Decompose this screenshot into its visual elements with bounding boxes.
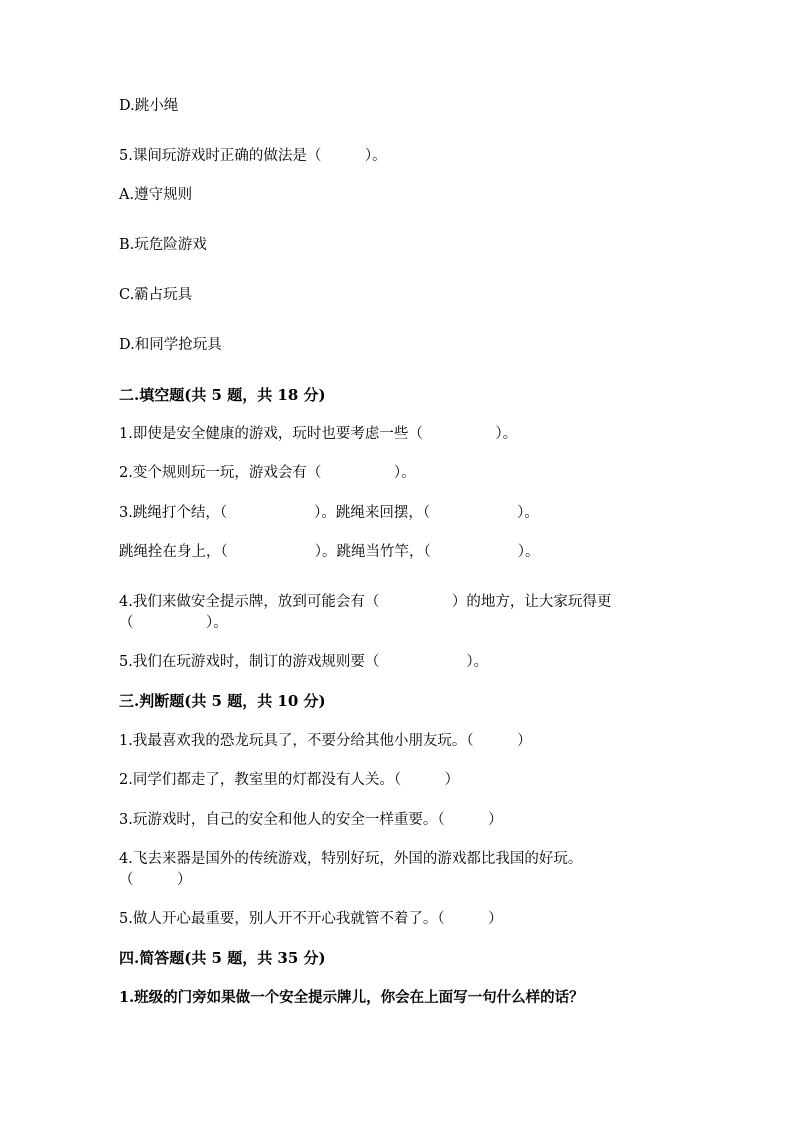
judge-question-2: 2.同学们都走了，教室里的灯都没有人关。（ ） (119, 772, 460, 788)
judge-question-5: 5.做人开心最重要，别人开不开心我就管不着了。（ ） (119, 911, 503, 927)
judge-question-4b: （ ） (119, 872, 192, 888)
judge-question-3: 3.玩游戏时，自己的安全和他人的安全一样重要。（ ） (119, 812, 503, 828)
q5-option-a: A.遵守规则 (119, 187, 193, 203)
fill-question-3b: 跳绳拴在身上，（ ）。跳绳当竹竿，（ ）。 (119, 544, 540, 560)
fill-question-1: 1.即使是安全健康的游戏，玩时也要考虑一些（ ）。 (119, 426, 518, 442)
judge-question-4a: 4.飞去来器是国外的传统游戏，特别好玩，外国的游戏都比我国的好玩。 (119, 851, 583, 867)
fill-question-3a: 3.跳绳打个结，（ ）。跳绳来回摆，（ ）。 (119, 505, 539, 521)
q4-option-d: D.跳小绳 (119, 98, 179, 114)
q5-option-d: D.和同学抢玩具 (119, 337, 222, 353)
section4-title: 四.简答题(共 5 题，共 35 分) (119, 949, 326, 967)
judge-question-1: 1.我最喜欢我的恐龙玩具了，不要分给其他小朋友玩。（ ） (119, 733, 532, 749)
fill-question-4a: 4.我们来做安全提示牌，放到可能会有（ ）的地方，让大家玩得更 (119, 594, 612, 610)
fill-question-2: 2.变个规则玩一玩，游戏会有（ ）。 (119, 465, 416, 481)
q5-stem: 5.课间玩游戏时正确的做法是（ ）。 (119, 148, 387, 164)
short-answer-question-1: 1.班级的门旁如果做一个安全提示牌儿，你会在上面写一句什么样的话？ (119, 989, 584, 1006)
section2-title: 二.填空题(共 5 题，共 18 分) (119, 386, 326, 404)
fill-question-4b: （ ）。 (119, 615, 228, 631)
fill-question-5: 5.我们在玩游戏时，制订的游戏规则要（ ）。 (119, 654, 489, 670)
section3-title: 三.判断题(共 5 题，共 10 分) (119, 692, 326, 710)
q5-option-b: B.玩危险游戏 (119, 237, 207, 253)
q5-option-c: C.霸占玩具 (119, 287, 193, 303)
